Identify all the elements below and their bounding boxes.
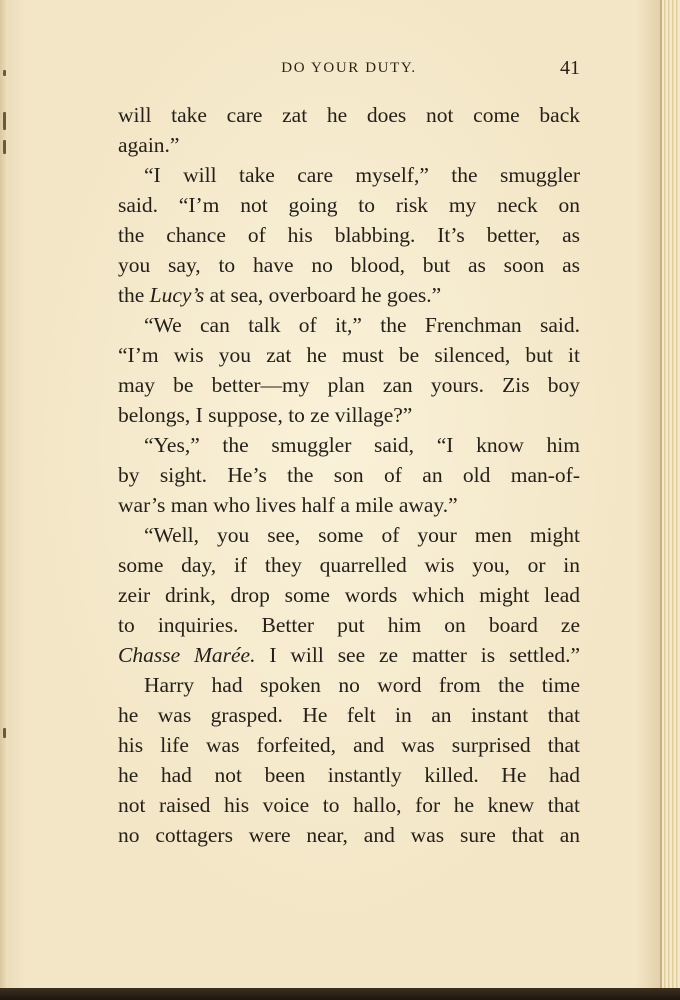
body-text [118,100,580,850]
ship-name: Lucy’s [149,283,205,307]
text-line: belongs, I suppose, to ze village?” [118,403,413,427]
gutter-mark [3,140,6,154]
text-line: “We can talk of it,” the Frenchman said. [144,313,580,337]
text-line: no cottagers were near, and was sure that an [118,823,580,847]
text-fragment: at sea, overboard he goes.” [204,283,442,307]
running-head [118,57,580,84]
gutter-mark [3,70,6,76]
text-line: his life was forfeited, and was surprised that [118,733,580,757]
page-stack-edge [662,0,680,1000]
ship-name: Chasse Marée. [118,643,256,667]
text-line [118,280,580,310]
text-line: “I will take care myself,” the smuggler [144,163,580,187]
text-line: some day, if they quarrelled wis you, or in [118,553,580,577]
text-line: zeir drink, drop some words which might lead [118,583,580,607]
gutter-mark [3,112,6,130]
cover-edge [0,988,680,1000]
gutter-mark [3,728,6,738]
text-line: Harry had spoken no word from the time [144,673,580,697]
text-line: may be better—my plan zan yours. Zis boy [118,373,580,397]
text-line: by sight. He’s the son of an old man-of- [118,463,580,487]
text-fragment: the [118,283,150,307]
text-line: “Yes,” the smuggler said, “I know him [144,433,580,457]
text-line: will take care zat he does not come back [118,103,580,127]
text-line: “I’m wis you zat he must be silenced, but it [118,343,580,367]
text-line: he was grasped. He felt in an instant that [118,703,580,727]
text-line: you say, to have no blood, but as soon as [118,253,580,277]
text-line: the chance of his blabbing. It’s better, as [118,223,580,247]
text-line: war’s man who lives half a mile away.” [118,493,458,517]
text-line: said. “I’m not going to risk my neck on [118,193,580,217]
text-line: to inquiries. Better put him on board ze [118,613,580,637]
page-number: 41 [560,57,580,79]
text-line: “Well, you see, some of your men might [144,523,580,547]
text-line: again.” [118,133,180,157]
text-line [118,640,580,670]
text-line: he had not been instantly killed. He had [118,763,580,787]
running-title: DO YOUR DUTY. [281,60,417,76]
page-gutter [0,0,8,988]
text-fragment: I will see ze matter is settled.” [255,643,580,667]
text-line: not raised his voice to hallo, for he knew that [118,793,580,817]
